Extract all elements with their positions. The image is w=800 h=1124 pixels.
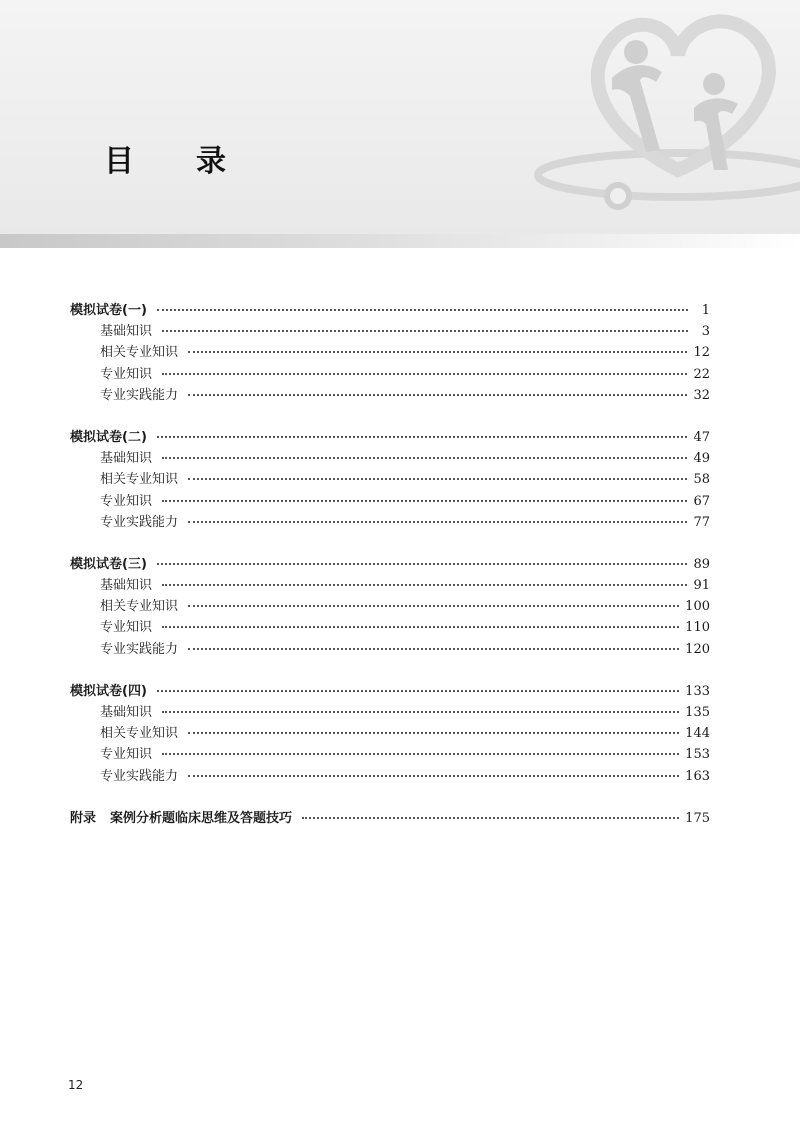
toc-subsection-entry[interactable] — [70, 766, 710, 787]
page-title: 目录 — [104, 144, 288, 179]
dot-leader — [162, 363, 687, 375]
toc-entry-label: 专业实践能力 — [100, 768, 179, 784]
toc-entry-label: 基础知识 — [100, 451, 153, 467]
toc-entry-label: 专业知识 — [100, 620, 153, 636]
toc-entry-page: 3 — [701, 324, 710, 340]
page-number: 12 — [68, 1078, 84, 1092]
toc-entry-page: 1 — [701, 303, 710, 318]
toc-entry-label: 基础知识 — [100, 578, 153, 594]
toc-entry-label: 模拟试卷(三) — [70, 556, 147, 572]
toc-section-group — [70, 427, 710, 533]
dot-leader — [162, 574, 687, 586]
toc-entry-label: 基础知识 — [100, 324, 153, 340]
toc-entry-page: 144 — [685, 726, 710, 742]
toc-entry-label: 专业实践能力 — [100, 641, 179, 657]
dot-leader — [188, 722, 679, 734]
toc-entry-label: 相关专业知识 — [100, 345, 179, 361]
toc-entry-label: 基础知识 — [100, 705, 153, 720]
dot-leader — [162, 447, 687, 459]
toc-section-entry[interactable] — [70, 427, 710, 448]
dot-leader — [188, 384, 687, 396]
toc-entry-page: 77 — [693, 514, 710, 530]
toc-entry-page: 110 — [685, 620, 710, 636]
toc-subsection-entry[interactable] — [70, 342, 710, 363]
toc-subsection-entry[interactable] — [70, 575, 710, 596]
toc-entry-label: 专业知识 — [100, 493, 153, 509]
toc-entry-page: 22 — [693, 366, 710, 382]
toc-subsection-entry[interactable] — [70, 469, 710, 490]
toc-subsection-entry[interactable] — [70, 723, 710, 744]
dot-leader — [188, 468, 687, 480]
people-heart-logo-icon — [528, 0, 800, 234]
dot-leader — [162, 490, 687, 502]
toc-subsection-entry[interactable] — [70, 596, 710, 617]
toc-entry-page: 32 — [693, 387, 710, 403]
dot-leader — [188, 765, 679, 777]
toc-section-entry[interactable] — [70, 300, 710, 321]
toc-entry-page: 58 — [693, 472, 710, 488]
dot-leader — [188, 638, 679, 650]
header-divider-band — [0, 234, 800, 248]
toc-entry-page: 89 — [693, 556, 710, 572]
toc-section-group — [70, 681, 710, 787]
toc-section-group — [70, 300, 710, 406]
toc-entry-page: 175 — [685, 810, 710, 826]
toc-entry-label: 模拟试卷(四) — [70, 683, 147, 699]
toc-appendix-entry[interactable] — [70, 808, 710, 829]
toc-subsection-entry[interactable] — [70, 702, 710, 723]
toc-entry-label: 专业知识 — [100, 747, 153, 763]
toc-entry-page: 135 — [685, 705, 710, 720]
toc-entry-label: 专业知识 — [100, 366, 153, 382]
toc-subsection-entry[interactable] — [70, 639, 710, 660]
toc-entry-label: 相关专业知识 — [100, 472, 179, 488]
toc-entry-page: 67 — [693, 493, 710, 509]
toc-appendix-label — [70, 808, 292, 829]
table-of-contents — [70, 300, 710, 829]
dot-leader — [162, 320, 688, 332]
toc-section-entry[interactable] — [70, 554, 710, 575]
dot-leader — [157, 426, 688, 438]
toc-entry-page: 153 — [685, 747, 710, 763]
toc-subsection-entry[interactable] — [70, 321, 710, 342]
toc-subsection-entry[interactable] — [70, 385, 710, 406]
toc-entry-page: 163 — [685, 768, 710, 784]
toc-subsection-entry[interactable] — [70, 364, 710, 385]
toc-entry-page: 49 — [693, 451, 710, 467]
toc-section-entry[interactable] — [70, 681, 710, 702]
appendix-title: 案例分析题临床思维及答题技巧 — [110, 810, 293, 826]
dot-leader — [162, 616, 679, 628]
dot-leader — [162, 701, 679, 713]
dot-leader — [188, 341, 687, 353]
dot-leader — [157, 680, 679, 692]
toc-entry-label: 相关专业知识 — [100, 599, 179, 615]
toc-entry-page: 12 — [693, 345, 710, 361]
toc-subsection-entry[interactable] — [70, 744, 710, 765]
toc-entry-page: 133 — [685, 683, 710, 699]
toc-entry-label: 相关专业知识 — [100, 726, 179, 742]
toc-subsection-entry[interactable] — [70, 491, 710, 512]
toc-entry-label: 模拟试卷(一) — [70, 303, 147, 318]
page-header — [0, 0, 800, 234]
toc-subsection-entry[interactable] — [70, 448, 710, 469]
dot-leader — [162, 743, 679, 755]
toc-entry-label: 专业实践能力 — [100, 514, 179, 530]
toc-subsection-entry[interactable] — [70, 512, 710, 533]
toc-entry-page: 120 — [685, 641, 710, 657]
toc-entry-page: 91 — [693, 578, 710, 594]
dot-leader — [188, 595, 679, 607]
dot-leader — [157, 299, 688, 311]
toc-entry-label: 专业实践能力 — [100, 387, 179, 403]
toc-entry-label: 模拟试卷(二) — [70, 429, 147, 445]
toc-section-group — [70, 554, 710, 660]
dot-leader — [188, 511, 687, 523]
toc-entry-page: 47 — [693, 429, 710, 445]
appendix-prefix: 附录 — [70, 810, 97, 826]
toc-subsection-entry[interactable] — [70, 617, 710, 638]
toc-entry-page: 100 — [685, 599, 710, 615]
dot-leader — [302, 807, 679, 819]
dot-leader — [157, 553, 688, 565]
